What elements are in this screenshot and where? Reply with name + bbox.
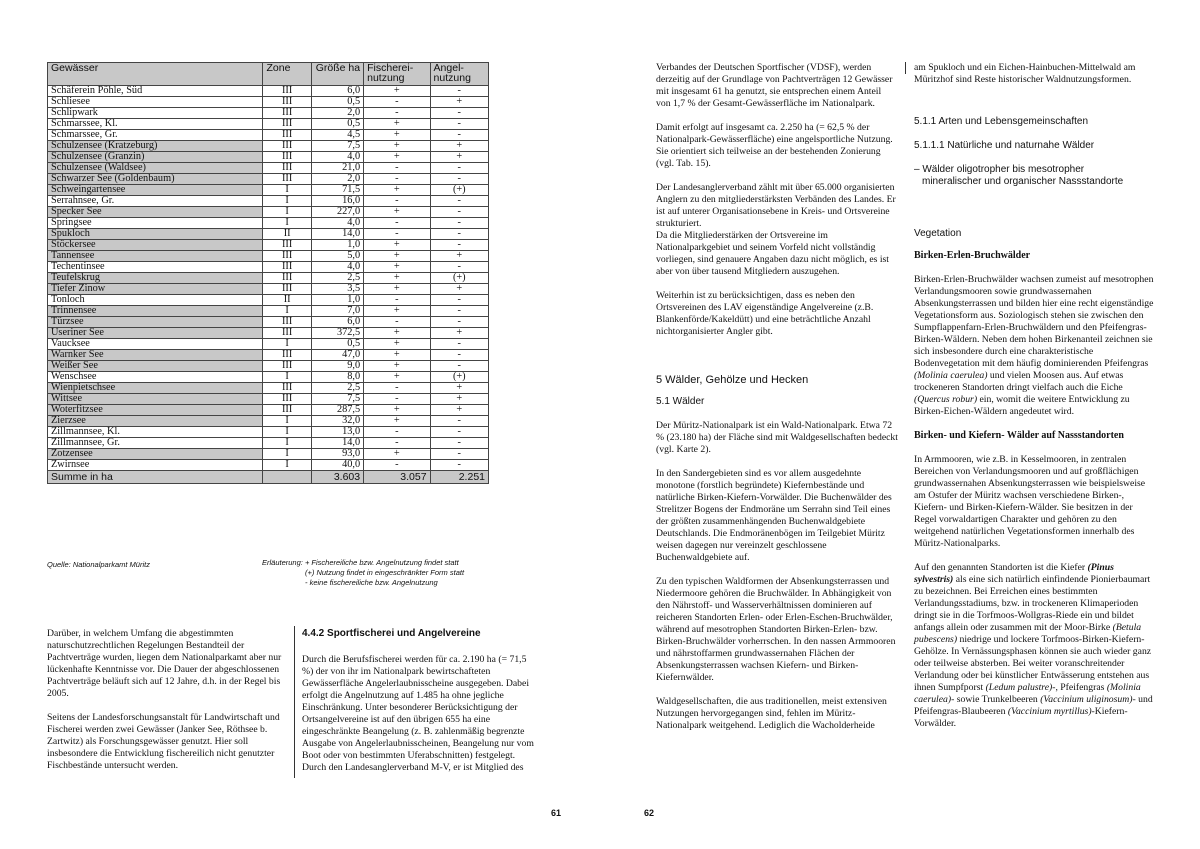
water-name: Schmarssee, Gr. <box>48 130 263 141</box>
table-row <box>48 196 489 207</box>
table-row <box>48 86 489 97</box>
angling-cell: - <box>430 218 488 229</box>
fishery-cell: + <box>364 339 430 350</box>
size-cell: 47,0 <box>311 350 363 361</box>
fishery-cell: - <box>364 163 430 174</box>
water-name: Tiefer Zinow <box>48 284 263 295</box>
zone-cell: III <box>263 350 311 361</box>
zone-cell: III <box>263 317 311 328</box>
page-number-61: 61 <box>551 808 562 818</box>
table-row <box>48 152 489 163</box>
fishery-cell: + <box>364 262 430 273</box>
heading-oligotroph-1: – Wälder oligotropher bis mesotropher <box>914 164 1085 175</box>
angling-cell: - <box>430 130 488 141</box>
table-row <box>48 405 489 416</box>
water-name: Schwarzer See (Goldenbaum) <box>48 174 263 185</box>
size-cell: 5,0 <box>311 251 363 262</box>
size-cell: 0,5 <box>311 119 363 130</box>
angling-cell: - <box>430 119 488 130</box>
water-name: Wenschsee <box>48 372 263 383</box>
p62-col2-para-3: In Armmooren, wie z.B. in Kesselmooren, in zentralen Bereichen von Verlandungsmooren und auf großflächigen grundwassernahen Absenkungsterrassen wie beispielsweise am Ostufer der Müritz wachsen verschiedene Birken-, Kiefern- und Birken-Kiefern-Wälder. Sie besitzen in der Regel vorwaldartigen Charakter und gehören zu den weitgehend natürlichen Vegetationsformen innerhalb des Müritz-Nationalparks. <box>914 454 1146 549</box>
legend-line-1: + Fischereiliche bzw. Angelnutzung findet statt <box>304 558 459 567</box>
fishery-cell: - <box>364 218 430 229</box>
angling-cell: - <box>430 438 488 449</box>
zone-cell: I <box>263 460 311 471</box>
table-source: Quelle: Nationalparkamt Müritz <box>47 560 150 569</box>
table-row <box>48 229 489 240</box>
fishery-cell: + <box>364 185 430 196</box>
angling-cell: + <box>430 152 488 163</box>
zone-cell: I <box>263 416 311 427</box>
water-name: Türzsee <box>48 317 263 328</box>
zone-cell: III <box>263 284 311 295</box>
size-cell: 2,0 <box>311 174 363 185</box>
water-name: Schäferein Pöhle, Süd <box>48 86 263 97</box>
table-sum-row <box>48 471 489 484</box>
zone-cell: III <box>263 108 311 119</box>
size-cell: 40,0 <box>311 460 363 471</box>
water-name: Wittsee <box>48 394 263 405</box>
water-name: Spukloch <box>48 229 263 240</box>
angling-cell: - <box>430 196 488 207</box>
fishery-cell: - <box>364 174 430 185</box>
fishery-cell: + <box>364 361 430 372</box>
table-row <box>48 449 489 460</box>
p61-col1-para-1: Darüber, in welchem Umfang die abgestimmten naturschutzrechtlichen Regelungen Bestandteil der Pachtverträge wurden, liegen dem Nationalparkamt aber nur lückenhafte Kenntnisse vor. Die Dauer der abgeschlossenen Pachtverträge beläuft sich auf 12 Jahre, d.h. in der Regel bis 2005. <box>47 628 282 699</box>
angling-cell: + <box>430 141 488 152</box>
angling-cell: - <box>430 108 488 119</box>
heading-5: 5 Wälder, Gehölze und Hecken <box>656 374 809 386</box>
fishery-cell: + <box>364 119 430 130</box>
heading-birken-kiefern: Birken- und Kiefern- Wälder auf Nassstandorten <box>914 430 1124 441</box>
table-legend <box>262 558 464 588</box>
fishery-cell: + <box>364 130 430 141</box>
angling-cell: + <box>430 405 488 416</box>
fishery-cell: - <box>364 317 430 328</box>
angling-cell: - <box>430 427 488 438</box>
fishery-cell: + <box>364 416 430 427</box>
zone-cell: I <box>263 218 311 229</box>
table-row <box>48 240 489 251</box>
angling-cell: - <box>430 163 488 174</box>
table-row <box>48 262 489 273</box>
fishery-cell: + <box>364 350 430 361</box>
size-cell: 1,0 <box>311 295 363 306</box>
water-name: Warnker See <box>48 350 263 361</box>
water-name: Tannensee <box>48 251 263 262</box>
size-cell: 7,5 <box>311 394 363 405</box>
table-row <box>48 163 489 174</box>
zone-cell: III <box>263 328 311 339</box>
angling-cell: - <box>430 350 488 361</box>
size-cell: 71,5 <box>311 185 363 196</box>
fishery-cell: - <box>364 97 430 108</box>
heading-birken-erlen: Birken-Erlen-Bruchwälder <box>914 250 1031 261</box>
table-row <box>48 174 489 185</box>
header-gewaesser: Gewässer <box>48 63 263 86</box>
header-zone: Zone <box>263 63 311 86</box>
zone-cell: I <box>263 185 311 196</box>
zone-cell: III <box>263 97 311 108</box>
angling-cell: - <box>430 317 488 328</box>
water-name: Techentinsee <box>48 262 263 273</box>
angling-cell: - <box>430 295 488 306</box>
table-row <box>48 350 489 361</box>
water-name: Weißer See <box>48 361 263 372</box>
water-name: Springsee <box>48 218 263 229</box>
angling-cell: - <box>430 240 488 251</box>
water-name: Zierzsee <box>48 416 263 427</box>
zone-cell: III <box>263 273 311 284</box>
fishery-cell: - <box>364 427 430 438</box>
table-row <box>48 141 489 152</box>
table-row <box>48 460 489 471</box>
heading-vegetation: Vegetation <box>914 228 962 239</box>
fishery-cell: + <box>364 240 430 251</box>
table-row <box>48 218 489 229</box>
angling-cell: + <box>430 328 488 339</box>
fishery-cell: + <box>364 152 430 163</box>
zone-cell: II <box>263 229 311 240</box>
angling-cell: + <box>430 97 488 108</box>
fishery-cell: - <box>364 108 430 119</box>
fishery-cell: - <box>364 460 430 471</box>
p61-column-1 <box>47 628 287 784</box>
size-cell: 8,0 <box>311 372 363 383</box>
zone-cell: III <box>263 394 311 405</box>
fishery-cell: + <box>364 284 430 295</box>
table-row <box>48 97 489 108</box>
zone-cell: I <box>263 438 311 449</box>
water-name: Useriner See <box>48 328 263 339</box>
size-cell: 93,0 <box>311 449 363 460</box>
angling-cell: - <box>430 262 488 273</box>
size-cell: 227,0 <box>311 207 363 218</box>
fishery-cell: - <box>364 295 430 306</box>
table-row <box>48 372 489 383</box>
angling-cell: + <box>430 284 488 295</box>
size-cell: 7,5 <box>311 141 363 152</box>
zone-cell: I <box>263 196 311 207</box>
size-cell: 13,0 <box>311 427 363 438</box>
zone-cell: III <box>263 405 311 416</box>
zone-cell: I <box>263 306 311 317</box>
p62-col1-para-3b: Da die Mitgliederstärken der Ortsvereine im Nationalparkgebiet und seinem Vorfeld nicht vollständig vorliegen, sind genauere Angaben dazu nicht möglich, es ist aber von über tausend Mitgliedern auszugehen. <box>656 230 889 277</box>
p62-col1-para-2: Damit erfolgt auf insgesamt ca. 2.250 ha (= 62,5 % der Nationalpark-Gewässerfläche) eine angelsportliche Nutzung. Sie orientiert sich teilweise an der bestehenden Zonierung (vgl. Tab. 15). <box>656 122 893 169</box>
water-name: Zillmannsee, Gr. <box>48 438 263 449</box>
zone-cell: II <box>263 295 311 306</box>
zone-cell: III <box>263 361 311 372</box>
column-divider-62 <box>905 62 906 74</box>
water-name: Schulzensee (Granzin) <box>48 152 263 163</box>
heading-5-1-1: 5.1.1 Arten und Lebensgemeinschaften <box>914 116 1089 127</box>
zone-cell: III <box>263 152 311 163</box>
fishery-cell: + <box>364 372 430 383</box>
table-row <box>48 361 489 372</box>
fishery-cell: - <box>364 438 430 449</box>
table-header-row <box>48 63 489 86</box>
legend-line-3: - keine fischereiliche bzw. Angelnutzung <box>305 578 438 587</box>
angling-cell: + <box>430 383 488 394</box>
zone-cell: I <box>263 427 311 438</box>
table-row <box>48 284 489 295</box>
angling-cell: - <box>430 449 488 460</box>
water-name: Wienpietschsee <box>48 383 263 394</box>
table-row <box>48 339 489 350</box>
p62-col2-para-2: Birken-Erlen-Bruchwälder wachsen zumeist auf mesotrophen Verlandungsmooren sowie grundwassernahen Absenkungsterrassen und bilden hier eine recht eigenständige Vegetationsform aus. Soziologisch stehen sie zwischen den Sumpflappenfarn-Erlen-Bruchwäldern und den Pfeifengras-Birken-Wäldern. Neben dem hohen Birkenanteil zeichnen sie sich insbesondere durch eine charakteristische Bodenvegetation mit dem häufig dominierenden Pfeifengras (Molinia caerulea) und vielen Moosen aus. Auf etwas trockeneren Standorten dringt vielfach auch die Eiche (Quercus robur) ein, womit die weitere Entwicklung zu Birken-Eichen-Wäldern angedeutet wird. <box>914 274 1154 417</box>
water-name: Tonloch <box>48 295 263 306</box>
table-row <box>48 383 489 394</box>
zone-cell: III <box>263 141 311 152</box>
water-name: Zotzensee <box>48 449 263 460</box>
p62-col1-para-8: Waldgesellschaften, die aus traditionellen, meist extensiven Nutzungen hervorgegangen sind, fehlen im Müritz-Nationalpark weitgehend. Lediglich die Wacholderheide <box>656 696 887 731</box>
water-name: Teufelskrug <box>48 273 263 284</box>
p62-col1-para-1: Verbandes der Deutschen Sportfischer (VDSF), werden derzeitig auf der Grundlage von Pachtverträgen 12 Gewässer mit insgesamt 61 ha genutzt, sie entsprechen einem Anteil von 1,7 % der Gesamt-Gewässerfläche im Nationalpark. <box>656 62 893 109</box>
sum-fischerei: 3.057 <box>364 471 430 484</box>
angling-cell: - <box>430 339 488 350</box>
fishery-cell: + <box>364 207 430 218</box>
table-row <box>48 273 489 284</box>
header-groesse: Größe ha <box>311 63 363 86</box>
fishery-cell: - <box>364 229 430 240</box>
size-cell: 16,0 <box>311 196 363 207</box>
angling-cell: - <box>430 460 488 471</box>
zone-cell: III <box>263 86 311 97</box>
water-name: Zwirnsee <box>48 460 263 471</box>
table-row <box>48 119 489 130</box>
table-row <box>48 130 489 141</box>
water-name: Schliesee <box>48 97 263 108</box>
angling-cell: - <box>430 229 488 240</box>
table-row <box>48 427 489 438</box>
legend-line-2: (+) Nutzung findet in eingeschränkter Form statt <box>305 568 465 577</box>
water-name: Specker See <box>48 207 263 218</box>
p62-col1-para-5: Der Müritz-Nationalpark ist ein Wald-Nationalpark. Etwa 72 % (23.180 ha) der Fläche sind mit Waldgesellschaften bedeckt (vgl. Karte 2). <box>656 420 898 455</box>
sum-angel: 2.251 <box>430 471 488 484</box>
size-cell: 0,5 <box>311 97 363 108</box>
fishery-cell: + <box>364 328 430 339</box>
sum-label: Summe in ha <box>48 471 263 484</box>
p62-column-2 <box>914 62 1154 742</box>
p61-col1-para-2: Seitens der Landesforschungsanstalt für Landwirtschaft und Fischerei werden zwei Gewässer (Janker See, Röthsee b. Zartwitz) als Forschungsgewässer genutzt. Hier soll insbesondere die Entwicklung fischereilich nicht genutzter Fischbestände untersucht werden. <box>47 712 280 771</box>
angling-cell: - <box>430 416 488 427</box>
size-cell: 4,0 <box>311 152 363 163</box>
p62-col1-para-6: In den Sandergebieten sind es vor allem ausgedehnte monotone (forstlich begründete) Kiefernbestände und natürliche Birken-Kiefern-Vorwälder. Die Buchenwälder des Strelitzer Bogens der Endmoräne um Serrahn sind Teil eines der größten zusammenhängenden Buchenwaldgebiete Deutschlands. Die Endmoränenbögen im Teilgebiet Müritz weisen dagegen nur vereinzelt geschlossene Buchenwaldgebiete auf. <box>656 468 892 563</box>
size-cell: 2,5 <box>311 383 363 394</box>
size-cell: 14,0 <box>311 229 363 240</box>
p62-col1-para-7: Zu den typischen Waldformen der Absenkungsterrassen und Niedermoore gehören die Bruchwälder. In Abhängigkeit von den Nährstoff- und Wasserverhältnissen dominieren auf reicheren Standorten Erlen- oder Erlen-Eschen-Bruchwälder, während auf mesotrophen Standorten Birken-Erlen- bzw. Birken-Bruchwälder vorherrschen. In den nassen Armmooren und nährstoffarmen grundwassernahen Flächen der Absenkungsterrassen wachsen Kiefern- und Birken-Kiefernwälder. <box>656 576 896 683</box>
size-cell: 9,0 <box>311 361 363 372</box>
water-name: Schulzensee (Waldsee) <box>48 163 263 174</box>
zone-cell: I <box>263 372 311 383</box>
fishery-cell: + <box>364 449 430 460</box>
column-divider <box>294 626 295 778</box>
water-name: Schlipwark <box>48 108 263 119</box>
fishery-cell: - <box>364 394 430 405</box>
angling-cell: - <box>430 361 488 372</box>
water-name: Serrahnsee, Gr. <box>48 196 263 207</box>
fishery-cell: + <box>364 141 430 152</box>
p62-col1-para-4: Weiterhin ist zu berücksichtigen, dass es neben den Ortsvereinen des LAV eigenständige Angelvereine (z.B. Blankenförde/Kakeldütt) und eine beträchtliche Anzahl nichtorganisierter Angler gibt. <box>656 290 874 337</box>
size-cell: 7,0 <box>311 306 363 317</box>
zone-cell: III <box>263 240 311 251</box>
zone-cell: III <box>263 251 311 262</box>
angling-cell: (+) <box>430 372 488 383</box>
zone-cell: III <box>263 174 311 185</box>
water-name: Vaucksee <box>48 339 263 350</box>
angling-cell: - <box>430 306 488 317</box>
table-row <box>48 185 489 196</box>
table-row <box>48 251 489 262</box>
size-cell: 14,0 <box>311 438 363 449</box>
zone-cell: III <box>263 119 311 130</box>
header-angel: Angel-nutzung <box>430 63 488 86</box>
zone-cell: III <box>263 130 311 141</box>
water-name: Trinnensee <box>48 306 263 317</box>
heading-5-1-1-1: 5.1.1.1 Natürliche und naturnahe Wälder <box>914 140 1095 151</box>
water-name: Stöckersee <box>48 240 263 251</box>
zone-cell: III <box>263 163 311 174</box>
p62-col1-para-3: Der Landesanglerverband zählt mit über 65.000 organisierten Anglern zu den mitgliederstärksten Verbänden des Landes. Er ist auf unterer Organisationsebene in Kreis- und Ortsvereine strukturiert. <box>656 182 896 229</box>
angling-cell: + <box>430 251 488 262</box>
heading-4-4-2: 4.4.2 Sportfischerei und Angelvereine <box>302 628 481 639</box>
table-row <box>48 394 489 405</box>
p62-column-1 <box>656 62 898 744</box>
page-number-62: 62 <box>644 808 655 818</box>
fishery-cell: + <box>364 251 430 262</box>
size-cell: 6,0 <box>311 317 363 328</box>
size-cell: 21,0 <box>311 163 363 174</box>
sum-ha: 3.603 <box>311 471 363 484</box>
size-cell: 287,5 <box>311 405 363 416</box>
p61-col2-para-1: Durch die Berufsfischerei werden für ca. 2.190 ha (= 71,5 %) der von ihr im Nationalpark bewirtschafteten Gewässerfläche Angelerlaubnisscheine ausgegeben. Dabei erfolgt die Angelnutzung auf 1.485 ha ohne jegliche Einschränkung. Unter besonderer Berücksichtigung der Ortsangelvereine ist auf den übrigen 655 ha eine eingeschränkte Beangelung (z. B. zahlenmäßig begrenzte Ausgabe von Angelerlaubnisscheinen, Beangelung nur vom Boot oder von bestimmten Uferabschnitten) festgelegt. Durch den Landesanglerverband M-V, er ist Mitglied des <box>302 654 534 773</box>
table-body <box>48 86 489 471</box>
angling-cell: - <box>430 174 488 185</box>
heading-oligotroph-2: mineralischer und organischer Nassstandorte <box>922 176 1124 187</box>
zone-cell: III <box>263 262 311 273</box>
angling-cell: - <box>430 86 488 97</box>
fishery-cell: + <box>364 86 430 97</box>
table-row <box>48 416 489 427</box>
size-cell: 4,0 <box>311 262 363 273</box>
p61-column-2 <box>302 628 540 786</box>
size-cell: 32,0 <box>311 416 363 427</box>
angling-cell: - <box>430 207 488 218</box>
legend-title: Erläuterung: <box>262 558 303 567</box>
zone-cell: I <box>263 339 311 350</box>
size-cell: 4,0 <box>311 218 363 229</box>
header-fischerei: Fischerei-nutzung <box>364 63 430 86</box>
size-cell: 0,5 <box>311 339 363 350</box>
water-name: Schulzensee (Kratzeburg) <box>48 141 263 152</box>
size-cell: 1,0 <box>311 240 363 251</box>
size-cell: 3,5 <box>311 284 363 295</box>
size-cell: 6,0 <box>311 86 363 97</box>
zone-cell: I <box>263 449 311 460</box>
water-name: Woterfitzsee <box>48 405 263 416</box>
table-row <box>48 207 489 218</box>
size-cell: 4,5 <box>311 130 363 141</box>
fishery-cell: - <box>364 196 430 207</box>
table-row <box>48 108 489 119</box>
p62-col2-para-4: Auf den genannten Standorten ist die Kiefer (Pinus sylvestris) als eine sich natürlich einfindende Pionierbaumart zu bezeichnen. Bei Erreichen eines bestimmten Verlandungsstadiums, bzw. in trockeneren Klimaperioden dringt sie in die Torfmoos-Wollgras-Riede ein und bildet anfangs allein oder zusammen mit der Moor-Birke (Betula pubescens) niedrige und lockere Torfmoos-Birken-Kiefern-Gehölze. In Vernässungsphasen können sie auch wieder ganz oder teilweise absterben. Bei weiter voranschreitender Verlandung oder bei künstlicher Entwässerung entstehen aus ihnen Sumpfporst (Ledum palustre)-, Pfeifengras (Molinia caerulea)- sowie Trunkelbeeren (Vaccinium uliginosum)- und Pfeifengras-Blaubeeren (Vaccinium myrtillus)-Kiefern-Vorwälder. <box>914 562 1153 729</box>
heading-5-1: 5.1 Wälder <box>656 396 705 407</box>
size-cell: 2,0 <box>311 108 363 119</box>
zone-cell: III <box>263 383 311 394</box>
table-row <box>48 328 489 339</box>
zone-cell: I <box>263 207 311 218</box>
water-name: Schweingartensee <box>48 185 263 196</box>
water-name: Schmarssee, Kl. <box>48 119 263 130</box>
angling-cell: (+) <box>430 273 488 284</box>
waters-table <box>47 62 489 484</box>
angling-cell: + <box>430 394 488 405</box>
table-row <box>48 295 489 306</box>
size-cell: 2,5 <box>311 273 363 284</box>
table-row <box>48 306 489 317</box>
table-row <box>48 317 489 328</box>
p62-col2-para-1: am Spukloch und ein Eichen-Hainbuchen-Mittelwald am Müritzhof sind Reste historischer Waldnutzungsformen. <box>914 62 1136 85</box>
fishery-cell: + <box>364 306 430 317</box>
size-cell: 372,5 <box>311 328 363 339</box>
angling-cell: (+) <box>430 185 488 196</box>
water-name: Zillmannsee, Kl. <box>48 427 263 438</box>
table-row <box>48 438 489 449</box>
fishery-cell: + <box>364 405 430 416</box>
fishery-cell: - <box>364 383 430 394</box>
fishery-cell: + <box>364 273 430 284</box>
